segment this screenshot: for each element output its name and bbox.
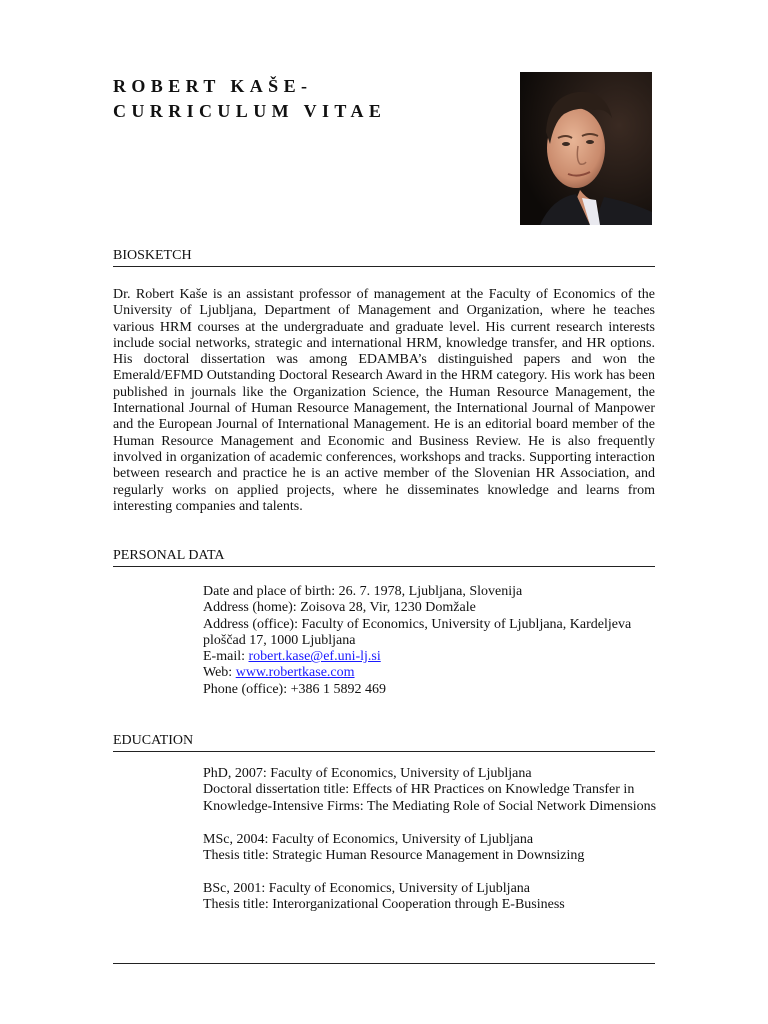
education-degree: MSc, 2004: Faculty of Economics, University of Ljubljana (203, 832, 534, 847)
education-thesis-cont: Knowledge-Intensive Firms: The Mediating Role of Social Network Dimensions (203, 798, 657, 814)
biosketch-text: Dr. Robert Kaše is an assistant professor of management at the Faculty of Economics of the University of Ljubljana, Department of Management and Organization, where he teaches various HRM courses at the undergraduate and graduate level. His current research interests include social networks, strategic and international HRM, knowledge transfer, and HR options. His doctoral dissertation was among EDAMBA’s distinguished papers and won the Emerald/EFMD Outstanding Doctoral Research Award in the HRM category. His work has been published in journals like the Organization Science, the Human Resource Management, the International Journal of Human Resource Management, the International Journal of Manpower and the European Journal of International Management. He is an editorial board member of the Human Resource Management and Economic and Business Review. He is also frequently involved in organization of academic conferences, workshops and tracks. Supporting interaction between research and practice he is an active member of the Slovenian HR Association, and regularly works on applied projects, where he disseminates knowledge and learns from interesting companies and talents. (113, 287, 655, 514)
web-row (203, 665, 658, 681)
phone-info: Phone (office): +386 1 5892 469 (203, 681, 386, 697)
personal-data-block (203, 584, 658, 698)
birth-info: Date and place of birth: 26. 7. 1978, Ljubljana, Slovenija (203, 584, 523, 599)
section-heading-personal-data: PERSONAL DATA (113, 548, 655, 567)
education-thesis: Doctoral dissertation title: Effects of HR Practices on Knowledge Transfer in (203, 782, 635, 798)
web-link[interactable]: www.robertkase.com (235, 665, 355, 681)
education-degree: PhD, 2007: Faculty of Economics, University of Ljubljana (203, 766, 532, 781)
section-heading-biosketch: BIOSKETCH (113, 248, 655, 267)
education-entry-bsc (203, 881, 658, 914)
education-thesis: Thesis title: Interorganizational Cooperation through E-Business (203, 897, 565, 913)
education-thesis: Thesis title: Strategic Human Resource Management in Downsizing (203, 848, 585, 864)
education-entry-phd (203, 766, 658, 815)
office-address-line1: Address (office): Faculty of Economics, University of Ljubljana, Kardeljeva (203, 616, 632, 632)
document-title (113, 74, 386, 124)
education-entry-msc (203, 832, 658, 865)
portrait-photo (520, 72, 652, 225)
office-address-line2: ploščad 17, 1000 Ljubljana (203, 632, 356, 648)
email-label: E-mail: (203, 649, 249, 665)
email-link[interactable]: robert.kase@ef.uni-lj.si (248, 649, 381, 665)
education-degree: BSc, 2001: Faculty of Economics, University of Ljubljana (203, 881, 531, 896)
email-row (203, 649, 658, 665)
footer-divider (113, 963, 655, 964)
web-label: Web: (203, 665, 236, 681)
title-line-name: ROBERT KAŠE- (113, 76, 313, 96)
section-heading-education: EDUCATION (113, 733, 655, 752)
title-line-cv: CURRICULUM VITAE (113, 101, 387, 121)
home-address: Address (home): Zoisova 28, Vir, 1230 Domžale (203, 600, 476, 616)
